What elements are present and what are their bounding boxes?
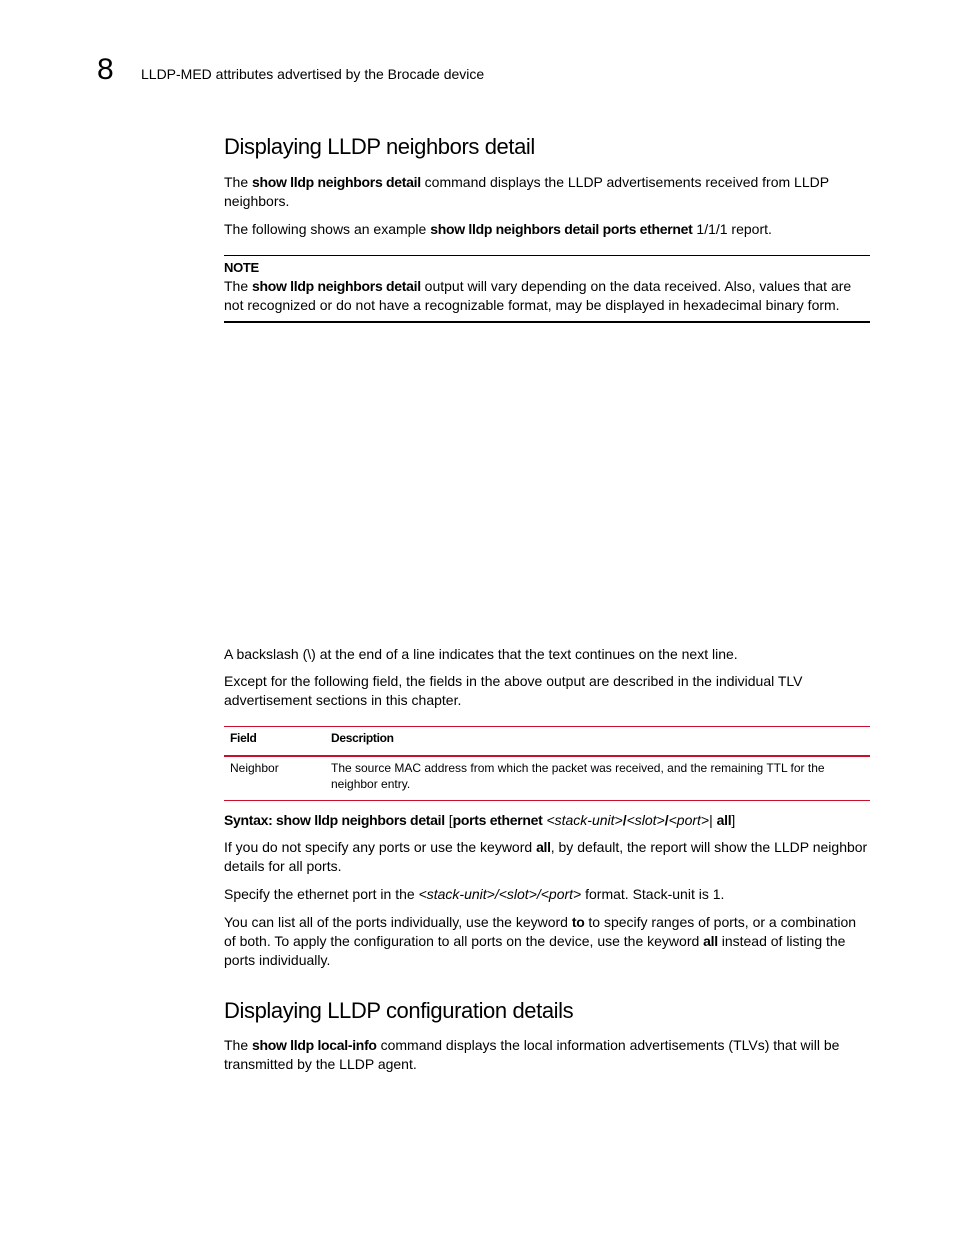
syntax-label: Syntax: show lldp neighbors detail xyxy=(224,812,445,828)
command-keyword: all xyxy=(703,933,718,949)
field-description-table xyxy=(224,726,870,801)
variable-text: <stack-unit>/<slot>/<port> xyxy=(418,886,582,902)
paragraph-backslash: A backslash (\) at the end of a line indicates that the text continues on the next line. xyxy=(224,646,738,662)
paragraph-command-description: The show lldp neighbors detail command displays the LLDP advertisements received from LLDP neighbors. xyxy=(224,174,829,209)
paragraph-port-format: Specify the ethernet port in the <stack-unit>/<slot>/<port> format. Stack-unit is 1. xyxy=(224,886,725,902)
command-keyword: show lldp neighbors detail ports ethernet xyxy=(430,221,693,237)
table-cell-description: The source MAC address from which the packet was received, and the remaining TTL for the neighbor entry. xyxy=(325,756,870,801)
running-header: LLDP-MED attributes advertised by the Brocade device xyxy=(141,66,485,82)
table-header-row xyxy=(224,727,870,757)
table-header-description: Description xyxy=(325,727,870,757)
paragraph-fields: Except for the following field, the fields in the above output are described in the individual TLV advertisement sections in this chapter. xyxy=(224,673,803,708)
paragraph-example-intro: The following shows an example show lldp neighbors detail ports ethernet 1/1/1 report. xyxy=(224,221,772,237)
table-row xyxy=(224,756,870,801)
command-keyword: all xyxy=(536,839,551,855)
syntax-line: Syntax: show lldp neighbors detail [ports ethernet <stack-unit>/<slot>/<port>| all] xyxy=(224,812,736,828)
command-keyword: show lldp neighbors detail xyxy=(252,278,421,294)
note-label: NOTE xyxy=(224,260,259,275)
table-cell-field: Neighbor xyxy=(224,756,325,801)
section-heading-configuration-details: Displaying LLDP configuration details xyxy=(224,998,574,1023)
table-header-field: Field xyxy=(224,727,325,757)
command-keyword: to xyxy=(571,914,585,930)
section-heading-neighbors-detail: Displaying LLDP neighbors detail xyxy=(224,134,535,159)
paragraph-local-info: The show lldp local-info command displays the local information advertisements (TLVs) that will be transmitted by the LLDP agent. xyxy=(224,1037,840,1072)
command-keyword: show lldp local-info xyxy=(252,1037,377,1053)
note-text: The show lldp neighbors detail output will vary depending on the data received. Also, values that are not recognized or do not have a recognizable format, may be displayed in hexadecimal binary form. xyxy=(224,278,852,313)
note-box xyxy=(224,255,870,323)
command-keyword: show lldp neighbors detail xyxy=(252,174,421,190)
paragraph-port-list: You can list all of the ports individually, use the keyword to to specify ranges of ports, or a combination of both. To apply the configuration to all ports on the device, use the keyword all instead of listing the ports individually. xyxy=(224,914,857,968)
paragraph-keyword-all: If you do not specify any ports or use the keyword all, by default, the report will show the LLDP neighbor details for all ports. xyxy=(224,839,868,874)
chapter-number: 8 xyxy=(97,53,114,86)
